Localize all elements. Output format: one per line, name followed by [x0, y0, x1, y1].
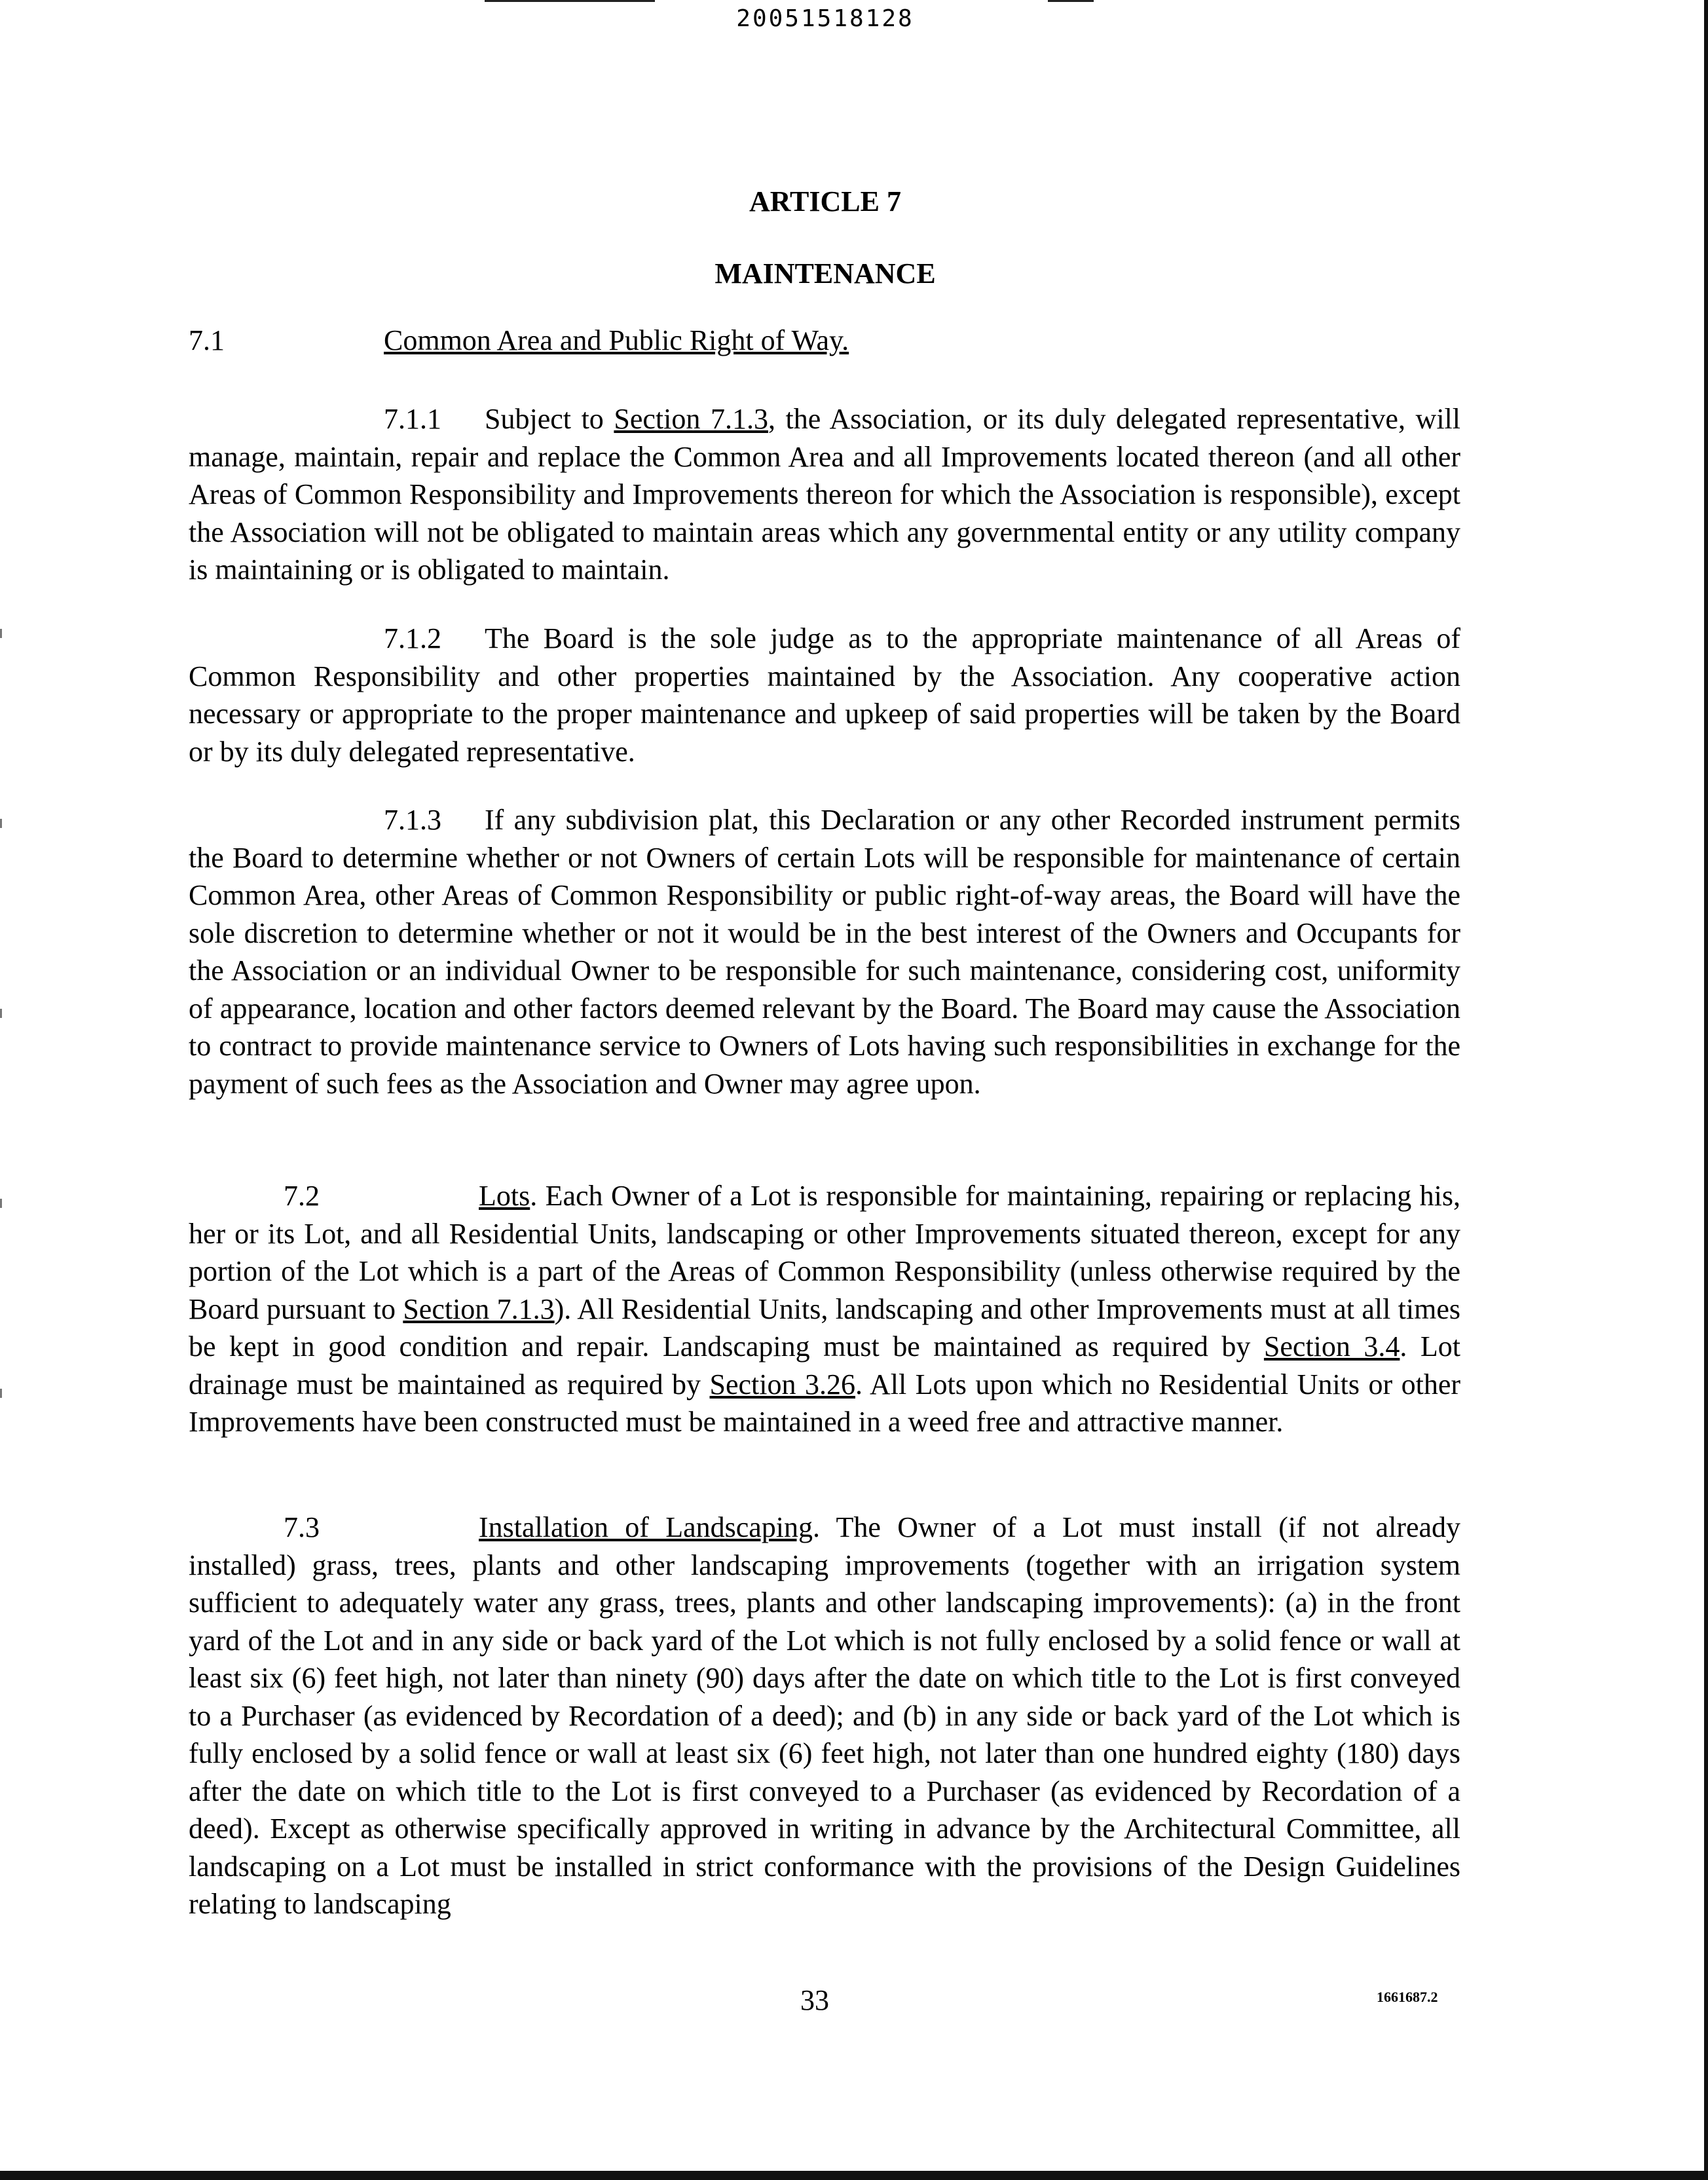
document-number: 20051518128: [736, 5, 914, 32]
scan-edge-bottom: [0, 2171, 1708, 2180]
section-number: 7.2: [284, 1180, 320, 1212]
section-number: 7.1.2: [384, 622, 441, 654]
article-label: ARTICLE 7: [749, 185, 901, 217]
section-reference: Section 7.1.3: [403, 1292, 555, 1325]
paragraph-text: . The Owner of a Lot must install (if not already installed) grass, trees, plants and other landscaping improvements (together with an irrigation system sufficient to adequately water any grass, trees, plants and other landscaping improvements): (a) in the front yard of the Lot and in any side or back yard of the Lot which is not fully enclosed by a solid fence or wall at least six (6) feet high, not later than ninety (90) days after the date on which title to the Lot is first conveyed to a Purchaser (as evidenced by Recordation of a deed); and (b) in any side or back yard of the Lot which is fully enclosed by a solid fence or wall at least six (6) feet high, not later than one hundred eighty (180) days after the date on which title to the Lot is first conveyed to a Purchaser (as evidenced by Recordation of a deed). Except as otherwise specifically approved in writing in advance by the Architectural Committee, all landscaping on a Lot must be installed in strict conformance with the provisions of the Design Guidelines relating to landscaping: [189, 1511, 1461, 1920]
scan-edge-right: [1704, 0, 1708, 2180]
paragraph-text: . Each Owner of a Lot is responsible for maintaining, repairing or replacing his, her or its Lot, and all Residential Units, landscaping or other Improvements situated thereon, except for any portion of the Lot which is a part of the Areas of Common Responsibility (unless otherwise required by the Board pursuant to: [189, 1180, 1460, 1325]
section-reference: Section 3.4: [1263, 1330, 1400, 1362]
section-reference: Section 7.1.3: [614, 403, 768, 435]
paragraph-text: Subject to: [485, 403, 614, 435]
section-title: Lots: [479, 1180, 530, 1212]
scan-mark: [0, 1009, 2, 1018]
section-number: 7.3: [284, 1511, 320, 1543]
paragraph-7-3: [189, 1509, 1460, 1923]
scan-mark: [0, 1199, 2, 1208]
paragraph-7-1-2: [189, 620, 1460, 770]
article-title: MAINTENANCE: [715, 257, 936, 290]
paragraph-7-1-1: [189, 400, 1460, 589]
paragraph-text: . All Lots upon which no Residential Units or other Improvements have been constructed must be maintained in a weed free and attractive manner.: [189, 1368, 1460, 1438]
paragraph-7-2: [189, 1177, 1460, 1441]
section-number: 7.1: [189, 324, 225, 356]
paragraph-text: ). All Residential Units, landscaping and other Improvements must at all times be kept in good condition and repair. Landscaping must be maintained as required by: [189, 1292, 1461, 1362]
page-number: 33: [800, 1984, 829, 2016]
scan-mark: [1048, 0, 1094, 2]
section-reference: Section 3.26: [709, 1368, 855, 1400]
paragraph-text: The Board is the sole judge as to the appropriate maintenance of all Areas of Common Responsibility and other properties maintained by the Association. Any cooperative action necessary or appropriate to the proper maintenance and upkeep of said properties will be taken by the Board or by its duly delegated representative.: [189, 622, 1460, 768]
scan-mark: [0, 819, 2, 828]
scan-mark: [485, 0, 655, 2]
section-7-1-heading: [189, 324, 849, 357]
paragraph-text: , the Association, or its duly delegated representative, will manage, maintain, repair and replace the Common Area and all Improvements located thereon (and all other Areas of Common Responsibility and Improvements thereon for which the Association is responsible), except the Association will not be obligated to maintain areas which any governmental entity or any utility company is maintaining or is obligated to maintain.: [189, 403, 1461, 586]
section-title: Installation of Landscaping: [479, 1511, 813, 1543]
paragraph-7-1-3: [189, 801, 1460, 1102]
section-number: 7.1.3: [384, 804, 441, 836]
scan-mark: [0, 629, 2, 638]
paragraph-text: If any subdivision plat, this Declaration or any other Recorded instrument permits the Board to determine whether or not Owners of certain Lots will be responsible for maintenance of certain Common Area, other Areas of Common Responsibility or public right-of-way areas, the Board will have the sole discretion to determine whether or not it would be in the best interest of the Owners and Occupants for the Association or an individual Owner to be responsible for such maintenance, considering cost, uniformity of appearance, location and other factors deemed relevant by the Board. The Board may cause the Association to contract to provide maintenance service to Owners of Lots having such responsibilities in exchange for the payment of such fees as the Association and Owner may agree upon.: [189, 804, 1460, 1100]
document-code: 1661687.2: [1377, 1989, 1438, 2005]
section-number: 7.1.1: [384, 403, 441, 435]
scan-mark: [0, 1389, 2, 1398]
section-title: Common Area and Public Right of Way.: [384, 324, 849, 356]
paragraph-text: . Lot drainage must be maintained as required by: [189, 1330, 1460, 1400]
